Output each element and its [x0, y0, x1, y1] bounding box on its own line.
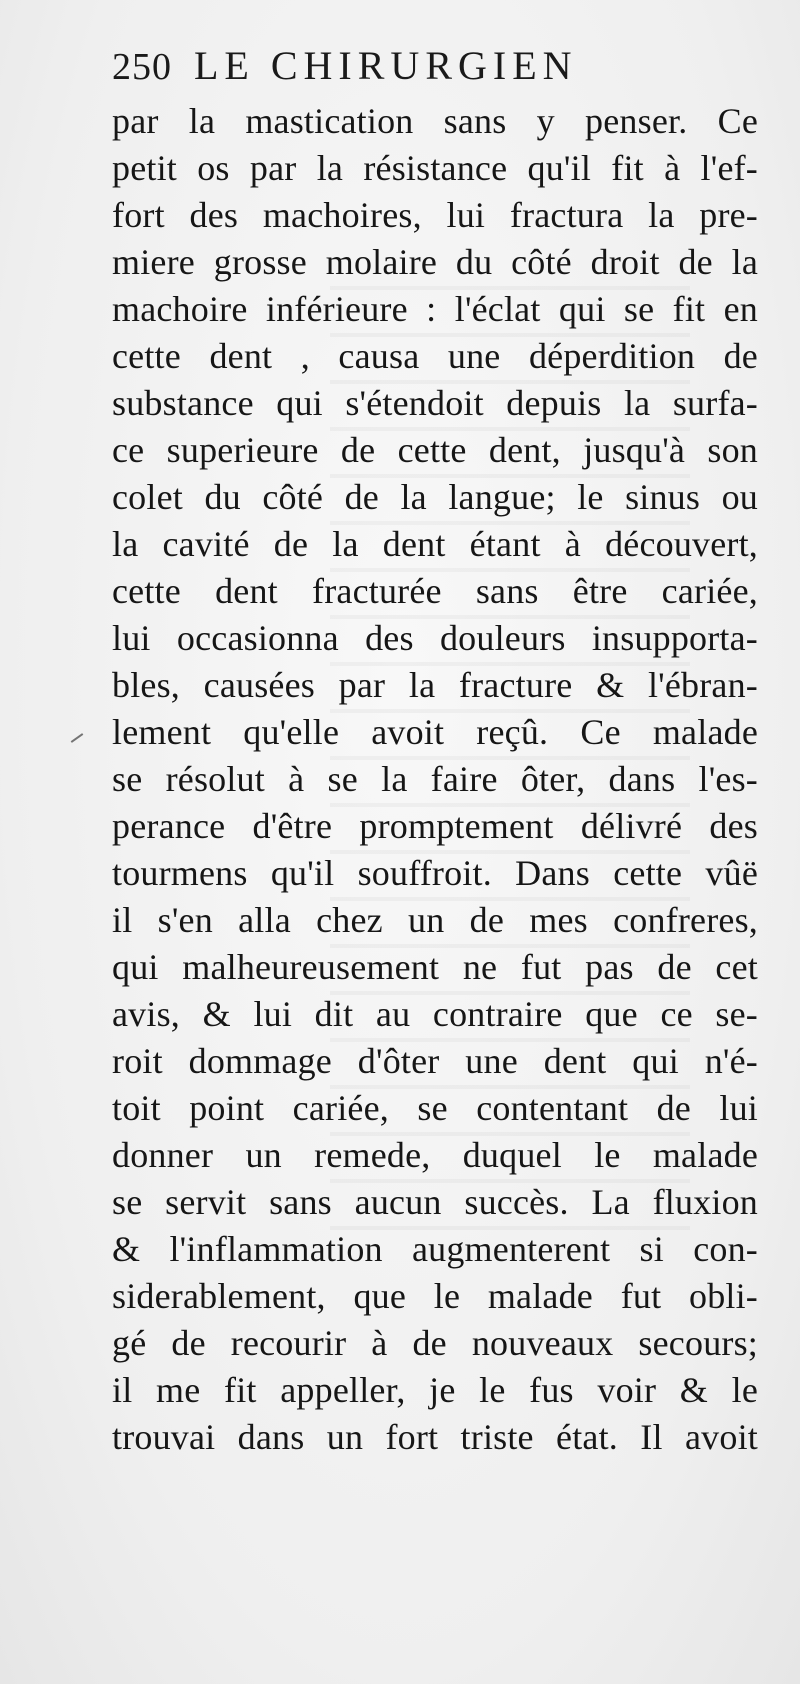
- text-line: substance qui s'étendoit depuis la surfa-: [112, 383, 758, 423]
- text-line: la cavité de la dent étant à découvert,: [112, 524, 758, 564]
- text-line: lui occasionna des douleurs insupporta-: [112, 618, 758, 658]
- text-line: miere grosse molaire du côté droit de la: [112, 242, 758, 282]
- text-line: perance d'être promptement délivré des: [112, 806, 758, 846]
- text-line: qui malheureusement ne fut pas de cet: [112, 947, 758, 987]
- text-line: gé de recourir à de nouveaux secours;: [112, 1323, 758, 1363]
- text-line: il s'en alla chez un de mes confreres,: [112, 900, 758, 940]
- text-line: machoire inférieure : l'éclat qui se fit en: [112, 289, 758, 329]
- text-line: & l'inflammation augmenterent si con-: [112, 1229, 758, 1269]
- text-line: tourmens qu'il souffroit. Dans cette vûë: [112, 853, 758, 893]
- text-line: ce superieure de cette dent, jusqu'à son: [112, 430, 758, 470]
- page-header: [112, 42, 702, 104]
- text-line: se résolut à se la faire ôter, dans l'es-: [112, 759, 758, 799]
- text-line: lement qu'elle avoit reçû. Ce malade: [112, 712, 758, 752]
- body-text: [112, 98, 758, 1461]
- text-line: cette dent , causa une déperdition de: [112, 336, 758, 376]
- page-number: 250: [112, 46, 172, 88]
- text-line: il me fit appeller, je le fus voir & le: [112, 1370, 758, 1410]
- text-line: donner un remede, duquel le malade: [112, 1135, 758, 1175]
- text-line: avis, & lui dit au contraire que ce se-: [112, 994, 758, 1034]
- margin-mark: [71, 733, 84, 743]
- text-line: trouvai dans un fort triste état. Il avoit: [112, 1417, 758, 1457]
- running-title: LE CHIRURGIEN: [194, 43, 578, 88]
- text-line: petit os par la résistance qu'il fit à l'ef-: [112, 148, 758, 188]
- text-line: fort des machoires, lui fractura la pre-: [112, 195, 758, 235]
- text-line: roit dommage d'ôter une dent qui n'é-: [112, 1041, 758, 1081]
- text-line: par la mastication sans y penser. Ce: [112, 101, 758, 141]
- text-line: siderablement, que le malade fut obli-: [112, 1276, 758, 1316]
- text-line: toit point cariée, se contentant de lui: [112, 1088, 758, 1128]
- text-line: bles, causées par la fracture & l'ébran-: [112, 665, 758, 705]
- text-line: cette dent fracturée sans être cariée,: [112, 571, 758, 611]
- text-line: se servit sans aucun succès. La fluxion: [112, 1182, 758, 1222]
- text-line: colet du côté de la langue; le sinus ou: [112, 477, 758, 517]
